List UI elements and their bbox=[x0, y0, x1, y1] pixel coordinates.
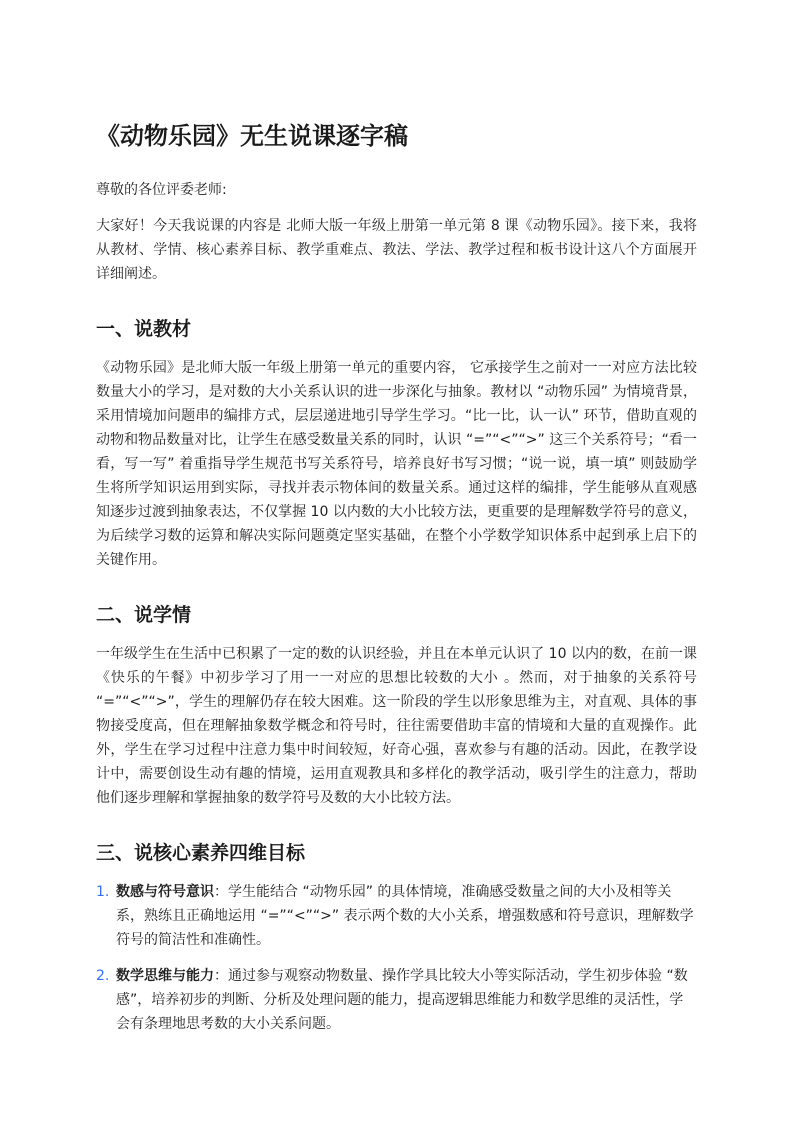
list-number: 1. bbox=[96, 884, 110, 900]
section-core-goals bbox=[96, 838, 697, 1036]
list-term: 数学思维与能力 bbox=[116, 968, 214, 984]
list-term: 数感与符号意识 bbox=[116, 884, 214, 900]
section-paragraph: 《动物乐园》是北师大版一年级上册第一单元的重要内容， 它承接学生之前对一一对应方法比较数量大小的学习，是对数的大小关系认识的进一步深化与抽象。教材以 “动物乐园” 为情境背景，采用情境加问题串的编排方式，层层递进地引导学生学习。“比一比，认一认” 环节，借助直观的动物和物品数量对比，让学生在感受数量关系的同时，认识 “=”“<”“>” 这三个关系符号；“看一看，写一写” 着重指导学生规范书写关系符号，培养良好书写习惯；“说一说，填一填” 则鼓励学生将所学知识运用到实际，寻找并表示物体间的数量关系。通过这样的编排，学生能够从直观感知逐步过渡到抽象表达，不仅掌握 10 以内数的大小比较方法，更重要的是理解数学符号的意义，为后续学习数的运算和解决实际问题奠定坚实基础，在整个小学数学知识体系中起到承上启下的关键作用。 bbox=[96, 360, 697, 568]
section-paragraph: 一年级学生在生活中已积累了一定的数的认识经验，并且在本单元认识了 10 以内的数，在前一课《快乐的午餐》中初步学习了用一一对应的思想比较数的大小 。然而，对于抽象的关系符号 “=”“<”“>”，学生的理解仍存在较大困难。这一阶段的学生以形象思维为主，对直观、具体的事物接受度高，但在理解抽象数学概念和符号时，往往需要借助丰富的情境和大量的直观操作。此外，学生在学习过程中注意力集中时间较短，好奇心强，喜欢参与有趣的活动。因此，在教学设计中，需要创设生动有趣的情境，运用直观教具和多样化的教学活动，吸引学生的注意力，帮助他们逐步理解和掌握抽象的数学符号及数的大小比较方法。 bbox=[96, 646, 697, 806]
section-heading: 二、说学情 bbox=[96, 604, 192, 626]
greeting-line: 尊敬的各位评委老师: bbox=[96, 182, 227, 198]
section-heading: 一、说教材 bbox=[96, 318, 192, 340]
list-item bbox=[96, 964, 697, 1036]
list-text: ：学生能结合 “动物乐园” 的具体情境，准确感受数量之间的大小及相等关系，熟练且正确地运用 “=”“<”“>” 表示两个数的大小关系，增强数感和符号意识，理解数学符号的简洁性和准确性。 bbox=[116, 884, 694, 948]
list-text: ：通过参与观察动物数量、操作学具比较大小等实际活动，学生初步体验 “数感”，培养初步的判断、分析及处理问题的能力，提高逻辑思维能力和数学思维的灵活性，学会有条理地思考数的大小关系问题。 bbox=[116, 968, 688, 1032]
list-item bbox=[96, 880, 697, 952]
goals-list bbox=[96, 880, 697, 1036]
list-number: 2. bbox=[96, 968, 110, 984]
section-heading: 三、说核心素养四维目标 bbox=[96, 842, 306, 864]
intro-paragraph: 大家好！今天我说课的内容是 北师大版一年级上册第一单元第 8 课《动物乐园》。接下来，我将从教材、学情、核心素养目标、教学重难点、教法、学法、教学过程和板书设计这八个方面展开详细阐述。 bbox=[96, 218, 697, 282]
document-title: 《动物乐园》无生说课逐字稿 bbox=[96, 122, 408, 150]
section-student-analysis bbox=[96, 600, 697, 810]
section-textbook bbox=[96, 314, 697, 572]
